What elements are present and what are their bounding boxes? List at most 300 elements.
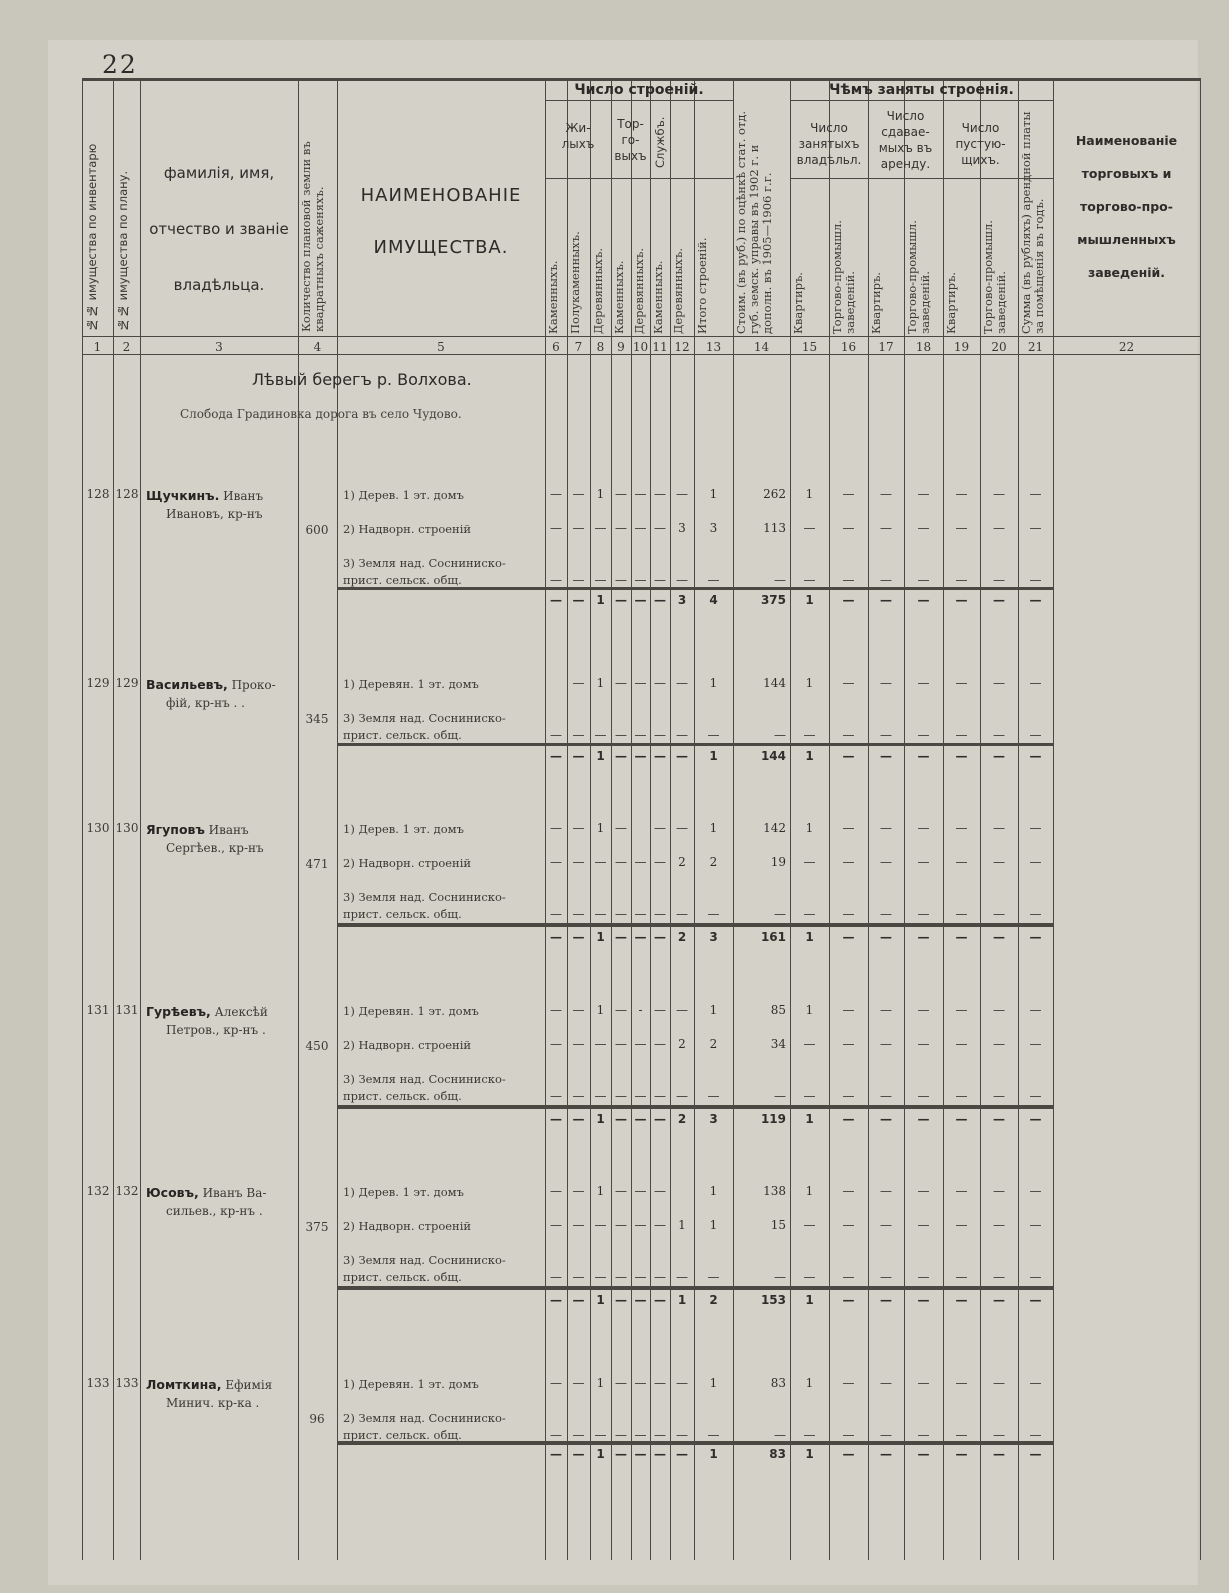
value-cell: — bbox=[634, 1089, 647, 1103]
column-number: 7 bbox=[574, 340, 583, 354]
value-cell: — bbox=[842, 855, 855, 869]
property-item: 2) Надворн. строеній bbox=[343, 522, 472, 536]
value-cell: — bbox=[842, 821, 855, 835]
total-cell: — bbox=[917, 1112, 930, 1126]
value-cell: — bbox=[550, 487, 562, 501]
value-cell: 1 bbox=[596, 1184, 605, 1198]
value-cell: — bbox=[880, 855, 892, 869]
page-number: 22 bbox=[102, 50, 138, 79]
header-col16: Торгово-промышл. заведеній. bbox=[830, 220, 857, 334]
value-cell: — bbox=[880, 1184, 892, 1198]
value-cell: — bbox=[594, 855, 607, 869]
column-number: 15 bbox=[801, 340, 818, 354]
value-cell: — bbox=[615, 1270, 627, 1284]
value-cell: — bbox=[917, 728, 930, 742]
owner-surname: Ломткина, bbox=[146, 1377, 222, 1392]
total-cell: — bbox=[634, 749, 647, 763]
total-cell: — bbox=[634, 593, 647, 607]
total-rule bbox=[337, 924, 1053, 927]
column-number: 13 bbox=[705, 340, 722, 354]
plan-number: 128 bbox=[115, 487, 139, 501]
column-number: 16 bbox=[840, 340, 857, 354]
value-cell: — bbox=[634, 1037, 647, 1051]
value-cell: — bbox=[993, 907, 1005, 921]
value-cell: — bbox=[803, 1428, 816, 1442]
total-cell: — bbox=[615, 749, 627, 763]
value-cell: — bbox=[572, 1376, 585, 1390]
value-cell: — bbox=[550, 573, 562, 587]
value-cell: — bbox=[615, 676, 627, 690]
owner-line2: Петров., кр-нъ . bbox=[166, 1023, 266, 1037]
value-cell: — bbox=[654, 1037, 666, 1051]
value-cell: — bbox=[917, 1037, 930, 1051]
total-cell: — bbox=[676, 1447, 688, 1461]
value-cell: 1 bbox=[709, 1003, 718, 1017]
total-cell: — bbox=[654, 930, 666, 944]
column-rule bbox=[82, 78, 83, 1560]
value-cell: 85 bbox=[770, 1003, 786, 1017]
value-cell: — bbox=[880, 907, 892, 921]
value-cell: — bbox=[993, 1003, 1005, 1017]
total-cell: 1 bbox=[805, 749, 814, 763]
value-cell: — bbox=[572, 821, 585, 835]
header-col5: НАИМЕНОВАНІЕ ИМУЩЕСТВА. bbox=[360, 185, 522, 258]
value-cell: — bbox=[550, 728, 562, 742]
total-cell: — bbox=[572, 1447, 585, 1461]
value-cell: — bbox=[917, 855, 930, 869]
value-cell: — bbox=[654, 1218, 666, 1232]
value-cell: 1 bbox=[805, 821, 814, 835]
total-rule bbox=[337, 1106, 1053, 1109]
value-cell: 1 bbox=[805, 1376, 814, 1390]
value-cell: — bbox=[880, 487, 892, 501]
total-cell: — bbox=[550, 1447, 562, 1461]
total-cell: — bbox=[615, 593, 627, 607]
value-cell: — bbox=[1029, 1428, 1042, 1442]
value-cell: — bbox=[955, 487, 968, 501]
value-cell: — bbox=[803, 1089, 816, 1103]
value-cell: — bbox=[676, 573, 688, 587]
value-cell: — bbox=[550, 521, 562, 535]
value-cell: — bbox=[803, 521, 816, 535]
value-cell: — bbox=[615, 521, 627, 535]
land-area: 450 bbox=[305, 1039, 329, 1053]
header-service: Службъ. bbox=[653, 116, 667, 168]
header-col13: Итого строеній. bbox=[695, 237, 709, 334]
total-cell: — bbox=[842, 749, 855, 763]
total-cell: — bbox=[1029, 1112, 1042, 1126]
value-cell: — bbox=[917, 1184, 930, 1198]
total-cell: — bbox=[676, 749, 688, 763]
value-cell: — bbox=[774, 907, 786, 921]
total-cell: 1 bbox=[709, 1447, 718, 1461]
land-area: 471 bbox=[305, 857, 329, 871]
column-rule bbox=[337, 78, 338, 1560]
table-top-rule bbox=[82, 78, 1200, 81]
value-cell: 1 bbox=[709, 676, 718, 690]
value-cell: — bbox=[654, 676, 666, 690]
property-item: 3) Земля над. Сосниниско-прист. сельск. общ. bbox=[343, 1253, 506, 1284]
value-cell: — bbox=[572, 1428, 585, 1442]
value-cell: — bbox=[917, 676, 930, 690]
value-cell: 2 bbox=[709, 1037, 718, 1051]
value-cell: — bbox=[707, 1428, 720, 1442]
total-cell: 1 bbox=[596, 749, 605, 763]
value-cell: — bbox=[550, 1376, 562, 1390]
value-cell: 113 bbox=[763, 521, 786, 535]
property-item: 3) Земля над. Сосниниско-прист. сельск. общ. bbox=[343, 890, 506, 921]
value-cell: 1 bbox=[596, 487, 605, 501]
value-cell: — bbox=[550, 907, 562, 921]
total-cell: — bbox=[955, 930, 968, 944]
total-cell: — bbox=[550, 1293, 562, 1307]
value-cell: — bbox=[676, 1089, 688, 1103]
value-cell: — bbox=[842, 1218, 855, 1232]
owner-line2: сильев., кр-нъ . bbox=[166, 1204, 263, 1218]
total-cell: — bbox=[1029, 1293, 1042, 1307]
colnum-bottom-rule bbox=[82, 354, 1200, 355]
value-cell: — bbox=[615, 1184, 627, 1198]
column-number: 20 bbox=[991, 340, 1007, 354]
value-cell: — bbox=[572, 1037, 585, 1051]
owner-given: Ефимія bbox=[225, 1378, 273, 1392]
value-cell: — bbox=[654, 855, 666, 869]
value-cell: — bbox=[615, 1037, 627, 1051]
column-number: 6 bbox=[552, 340, 560, 354]
header-col8: Деревянныхъ. bbox=[591, 248, 605, 334]
value-cell: — bbox=[550, 1270, 562, 1284]
total-cell: 1 bbox=[596, 930, 605, 944]
value-cell: — bbox=[594, 728, 607, 742]
value-cell: — bbox=[993, 1037, 1005, 1051]
value-cell: — bbox=[615, 907, 627, 921]
header-col17: Квартиръ. bbox=[869, 272, 883, 334]
value-cell: — bbox=[654, 1003, 666, 1017]
header-col12: Деревянныхъ. bbox=[671, 248, 685, 334]
total-cell: — bbox=[955, 593, 968, 607]
header-col15: Квартиръ. bbox=[791, 272, 805, 334]
section-title: Лѣвый берегъ р. Волхова. bbox=[252, 370, 472, 389]
value-cell: — bbox=[550, 1037, 562, 1051]
plan-number: 130 bbox=[115, 821, 139, 835]
value-cell: — bbox=[707, 907, 720, 921]
owner-given: Иванъ Ва- bbox=[202, 1186, 267, 1200]
total-cell: — bbox=[634, 1293, 647, 1307]
value-cell: 34 bbox=[770, 1037, 786, 1051]
value-cell: — bbox=[550, 1089, 562, 1103]
total-cell: — bbox=[993, 593, 1005, 607]
value-cell: — bbox=[676, 907, 688, 921]
value-cell: — bbox=[880, 1376, 892, 1390]
value-cell: — bbox=[634, 1376, 647, 1390]
value-cell: — bbox=[1029, 1376, 1042, 1390]
total-cell: 1 bbox=[805, 593, 814, 607]
value-cell: — bbox=[594, 573, 607, 587]
header-col6: Каменныхъ. bbox=[546, 260, 560, 334]
total-cell: — bbox=[917, 1447, 930, 1461]
value-cell: — bbox=[842, 487, 855, 501]
value-cell: — bbox=[707, 1089, 720, 1103]
total-cell: 1 bbox=[805, 1447, 814, 1461]
value-cell: — bbox=[842, 1037, 855, 1051]
total-cell: 3 bbox=[677, 593, 687, 607]
total-cell: — bbox=[634, 930, 647, 944]
header-buildings-group: Число строеній. bbox=[574, 82, 704, 98]
value-cell: — bbox=[880, 1089, 892, 1103]
value-cell: — bbox=[842, 1184, 855, 1198]
total-cell: — bbox=[550, 749, 562, 763]
property-item: 1) Дерев. 1 эт. домъ bbox=[343, 488, 464, 502]
total-cell: 153 bbox=[760, 1293, 786, 1307]
total-cell: 3 bbox=[709, 930, 718, 944]
value-cell: — bbox=[1029, 1037, 1042, 1051]
value-cell: — bbox=[615, 1376, 627, 1390]
header-bottom-rule bbox=[82, 336, 1200, 337]
value-cell: — bbox=[917, 1003, 930, 1017]
total-cell: — bbox=[1029, 593, 1042, 607]
value-cell: — bbox=[993, 855, 1005, 869]
value-cell: — bbox=[572, 676, 585, 690]
owner-cell bbox=[146, 821, 296, 857]
value-cell: — bbox=[615, 855, 627, 869]
column-rule bbox=[113, 78, 114, 1560]
header-col18: Торгово-промышл. заведеній. bbox=[905, 220, 932, 334]
value-cell: 142 bbox=[763, 821, 786, 835]
value-cell: — bbox=[550, 1184, 562, 1198]
value-cell: — bbox=[572, 907, 585, 921]
value-cell: — bbox=[917, 821, 930, 835]
header-owner-occupied: Число занятыхъ владѣльл. bbox=[796, 121, 862, 167]
property-item: 2) Земля над. Сосниниско-прист. сельск. общ. bbox=[343, 1411, 506, 1442]
value-cell: 1 bbox=[805, 1003, 814, 1017]
value-cell: — bbox=[993, 1218, 1005, 1232]
value-cell: — bbox=[955, 573, 968, 587]
value-cell: — bbox=[1029, 487, 1042, 501]
value-cell: — bbox=[1029, 728, 1042, 742]
value-cell: — bbox=[955, 1184, 968, 1198]
owner-line2: Сергѣев., кр-нъ bbox=[166, 841, 264, 855]
total-cell: — bbox=[880, 1293, 892, 1307]
value-cell: 1 bbox=[596, 1003, 605, 1017]
value-cell: — bbox=[634, 728, 647, 742]
value-cell: — bbox=[572, 728, 585, 742]
header-col4: Количество плановой земли въ квадратныхъ саженяхъ. bbox=[299, 141, 326, 332]
header-col11: Каменныхъ. bbox=[651, 260, 665, 334]
value-cell: — bbox=[1029, 676, 1042, 690]
value-cell: — bbox=[550, 821, 562, 835]
value-cell: 138 bbox=[763, 1184, 786, 1198]
total-cell: — bbox=[572, 930, 585, 944]
column-number: 17 bbox=[878, 340, 894, 354]
total-cell: — bbox=[842, 1447, 855, 1461]
total-cell: — bbox=[955, 749, 968, 763]
total-cell: — bbox=[955, 1447, 968, 1461]
value-cell: 2 bbox=[709, 855, 718, 869]
total-cell: 1 bbox=[805, 1112, 814, 1126]
value-cell: — bbox=[880, 1003, 892, 1017]
value-cell: — bbox=[955, 1218, 968, 1232]
land-area: 375 bbox=[305, 1220, 329, 1234]
value-cell: — bbox=[550, 855, 562, 869]
value-cell: — bbox=[993, 1376, 1005, 1390]
value-cell: — bbox=[842, 521, 855, 535]
owner-line2: Минич. кр-ка . bbox=[166, 1396, 260, 1410]
total-cell: 2 bbox=[677, 1112, 687, 1126]
value-cell: — bbox=[993, 728, 1005, 742]
total-cell: 161 bbox=[760, 930, 786, 944]
column-number: 14 bbox=[753, 340, 770, 354]
total-cell: — bbox=[634, 1447, 647, 1461]
total-cell: — bbox=[572, 1293, 585, 1307]
value-cell: — bbox=[572, 487, 585, 501]
total-cell: 1 bbox=[596, 593, 605, 607]
value-cell: — bbox=[955, 1089, 968, 1103]
total-cell: 1 bbox=[805, 930, 814, 944]
value-cell: — bbox=[634, 1428, 647, 1442]
inventory-number: 130 bbox=[86, 821, 110, 835]
owner-cell bbox=[146, 1003, 296, 1039]
value-cell: — bbox=[550, 1428, 562, 1442]
total-cell: — bbox=[842, 1112, 855, 1126]
value-cell: — bbox=[880, 1218, 892, 1232]
column-number: 3 bbox=[215, 340, 223, 354]
owner-line2: фій, кр-нъ . . bbox=[166, 696, 245, 710]
value-cell: — bbox=[707, 1270, 720, 1284]
value-cell: — bbox=[842, 676, 855, 690]
property-item: 1) Дерев. 1 эт. домъ bbox=[343, 1185, 464, 1199]
value-cell: — bbox=[572, 1270, 585, 1284]
section-subtitle: Слобода Градиновка дорога въ село Чудово. bbox=[180, 407, 462, 421]
owner-surname: Юсовъ, bbox=[146, 1185, 199, 1200]
property-item: 1) Деревян. 1 эт. домъ bbox=[343, 1377, 479, 1391]
value-cell: 3 bbox=[709, 521, 718, 535]
owner-given: Алексѣй bbox=[214, 1005, 268, 1019]
column-number: 10 bbox=[632, 340, 649, 354]
property-item: 1) Дерев. 1 эт. домъ bbox=[343, 822, 464, 836]
value-cell: — bbox=[572, 1218, 585, 1232]
value-cell: — bbox=[676, 728, 688, 742]
total-cell: — bbox=[615, 1112, 627, 1126]
owner-surname: Ягуповъ bbox=[146, 822, 205, 837]
inventory-number: 133 bbox=[86, 1376, 110, 1390]
land-area: 96 bbox=[309, 1412, 325, 1426]
value-cell: — bbox=[880, 521, 892, 535]
header-col10: Деревянныхъ. bbox=[632, 248, 646, 334]
total-cell: — bbox=[880, 1447, 892, 1461]
value-cell: — bbox=[676, 1376, 688, 1390]
value-cell: — bbox=[654, 907, 666, 921]
value-cell: 1 bbox=[805, 676, 814, 690]
value-cell: — bbox=[803, 1218, 816, 1232]
value-cell: - bbox=[638, 1003, 643, 1017]
property-item: 3) Земля над. Сосниниско-прист. сельск. общ. bbox=[343, 1072, 506, 1103]
value-cell: 2 bbox=[678, 1037, 686, 1051]
value-cell: — bbox=[572, 521, 585, 535]
header-residential: Жи- лыхъ bbox=[561, 121, 595, 151]
header-col14: Стоим. (въ руб.) по оцѣнкѣ стат. отд. губ. земск. управы въ 1902 г. и дополн. въ 1905—1906 г.г. bbox=[734, 110, 774, 334]
value-cell: — bbox=[615, 1218, 627, 1232]
total-cell: 1 bbox=[805, 1293, 814, 1307]
value-cell: — bbox=[1029, 521, 1042, 535]
value-cell: — bbox=[676, 1003, 688, 1017]
value-cell: — bbox=[917, 521, 930, 535]
value-cell: — bbox=[572, 573, 585, 587]
column-number: 11 bbox=[652, 340, 668, 354]
value-cell: — bbox=[803, 1037, 816, 1051]
value-cell: — bbox=[676, 1270, 688, 1284]
land-area: 345 bbox=[305, 712, 329, 726]
total-cell: 375 bbox=[760, 593, 786, 607]
total-cell: — bbox=[615, 1447, 627, 1461]
value-cell: 1 bbox=[709, 487, 718, 501]
value-cell: — bbox=[917, 487, 930, 501]
value-cell: — bbox=[880, 821, 892, 835]
header-occupied-group: Чѣмъ заняты строенія. bbox=[829, 82, 1014, 98]
value-cell: — bbox=[955, 1428, 968, 1442]
total-cell: — bbox=[654, 1293, 666, 1307]
header-trade: Тор- го- выхъ bbox=[614, 117, 647, 163]
value-cell: — bbox=[842, 728, 855, 742]
total-cell: 144 bbox=[760, 749, 786, 763]
column-number: 5 bbox=[437, 340, 445, 354]
value-cell: — bbox=[880, 728, 892, 742]
inventory-number: 132 bbox=[86, 1184, 110, 1198]
inventory-number: 131 bbox=[86, 1003, 110, 1017]
value-cell: — bbox=[654, 521, 666, 535]
value-cell: — bbox=[993, 573, 1005, 587]
value-cell: — bbox=[654, 1376, 666, 1390]
value-cell: — bbox=[654, 1428, 666, 1442]
property-item: 1) Деревян. 1 эт. домъ bbox=[343, 1004, 479, 1018]
value-cell: — bbox=[803, 728, 816, 742]
total-cell: — bbox=[615, 1293, 627, 1307]
property-item: 2) Надворн. строеній bbox=[343, 856, 472, 870]
header-col7: Полукаменныхъ. bbox=[568, 231, 582, 334]
column-number: 4 bbox=[313, 340, 322, 354]
value-cell: — bbox=[615, 1428, 627, 1442]
plan-number: 129 bbox=[115, 676, 139, 690]
total-cell: — bbox=[917, 749, 930, 763]
total-cell: — bbox=[842, 1293, 855, 1307]
column-number: 22 bbox=[1118, 340, 1135, 354]
value-cell: — bbox=[803, 573, 816, 587]
total-cell: — bbox=[993, 930, 1005, 944]
value-cell: — bbox=[634, 676, 647, 690]
value-cell: — bbox=[803, 855, 816, 869]
inventory-number: 128 bbox=[86, 487, 110, 501]
value-cell: — bbox=[550, 1218, 562, 1232]
total-cell: — bbox=[955, 1293, 968, 1307]
value-cell: 83 bbox=[770, 1376, 786, 1390]
value-cell: — bbox=[654, 1184, 666, 1198]
column-number: 8 bbox=[596, 340, 605, 354]
value-cell: — bbox=[654, 1089, 666, 1103]
column-number: 2 bbox=[122, 340, 131, 354]
property-item: 3) Земля над. Сосниниско-прист. сельск. общ. bbox=[343, 556, 506, 587]
total-cell: — bbox=[993, 749, 1005, 763]
value-cell: — bbox=[634, 907, 647, 921]
owner-surname: Гурѣевъ, bbox=[146, 1004, 211, 1019]
total-cell: — bbox=[880, 593, 892, 607]
value-cell: — bbox=[880, 1270, 892, 1284]
value-cell: — bbox=[774, 1089, 786, 1103]
plan-number: 131 bbox=[115, 1003, 139, 1017]
value-cell: — bbox=[1029, 1270, 1042, 1284]
value-cell: 1 bbox=[805, 487, 814, 501]
value-cell: — bbox=[955, 728, 968, 742]
total-cell: 1 bbox=[596, 1112, 605, 1126]
value-cell: — bbox=[842, 1270, 855, 1284]
